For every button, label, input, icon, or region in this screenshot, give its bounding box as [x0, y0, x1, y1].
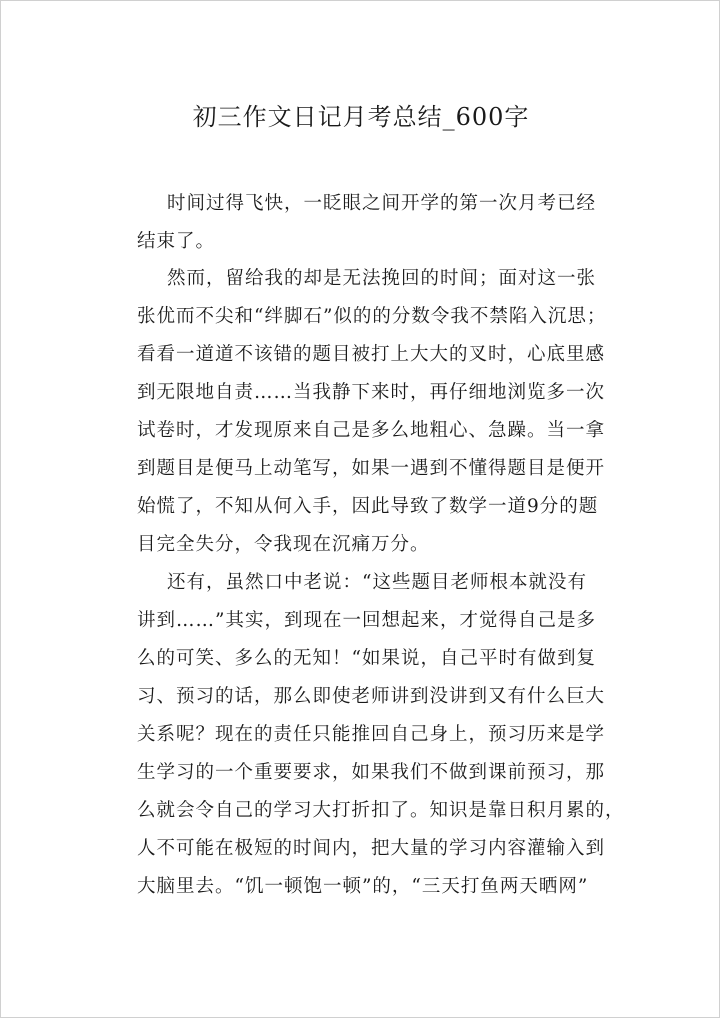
- text-line: 人不可能在极短的时间内，把大量的学习内容灌输入到: [137, 838, 606, 859]
- text-line: 时间过得飞快，一眨眼之间开学的第一次月考已经: [167, 193, 597, 214]
- text-line: 看看一道道不该错的题目被打上大大的叉时，心底里感: [137, 344, 606, 365]
- text-line: 习、预习的话，那么即使老师讲到没讲到又有什么巨大: [137, 686, 606, 707]
- text-line: 目完全失分，令我现在沉痛万分。: [137, 534, 430, 555]
- text-line: 大脑里去。“饥一顿饱一顿”的，“三天打鱼两天晒网”: [137, 876, 589, 897]
- text-line: 讲到……”其实，到现在一回想起来，才觉得自己是多: [137, 610, 596, 631]
- text-line: 关系呢？现在的责任只能推回自己身上，预习历来是学: [137, 724, 606, 745]
- text-line: 张优而不尖和“绊脚石”似的的分数令我不禁陷入沉思；: [137, 306, 607, 327]
- text-line: 还有，虽然口中老说：“这些题目老师根本就没有: [167, 572, 587, 593]
- text-line: 结束了。: [137, 231, 216, 252]
- text-line: 试卷时，才发现原来自己是多么地粗心、急躁。当一拿: [137, 420, 606, 441]
- text-line: 然而，留给我的却是无法挽回的时间；面对这一张: [167, 268, 597, 289]
- text-line: 生学习的一个重要要求，如果我们不做到课前预习，那: [137, 762, 606, 783]
- text-line: 到无限地自责……当我静下来时，再仔细地浏览多一次: [137, 382, 606, 403]
- text-line: 么的可笑、多么的无知！“如果说，自己平时有做到复: [137, 648, 596, 669]
- text-line: 到题目是便马上动笔写，如果一遇到不懂得题目是便开: [137, 458, 606, 479]
- text-line: 么就会令自己的学习大打折扣了。知识是靠日积月累的，: [137, 800, 625, 821]
- text-line: 始慌了，不知从何入手，因此导致了数学一道9分的题: [137, 496, 599, 517]
- document-title: 初三作文日记月考总结_600字: [192, 103, 530, 131]
